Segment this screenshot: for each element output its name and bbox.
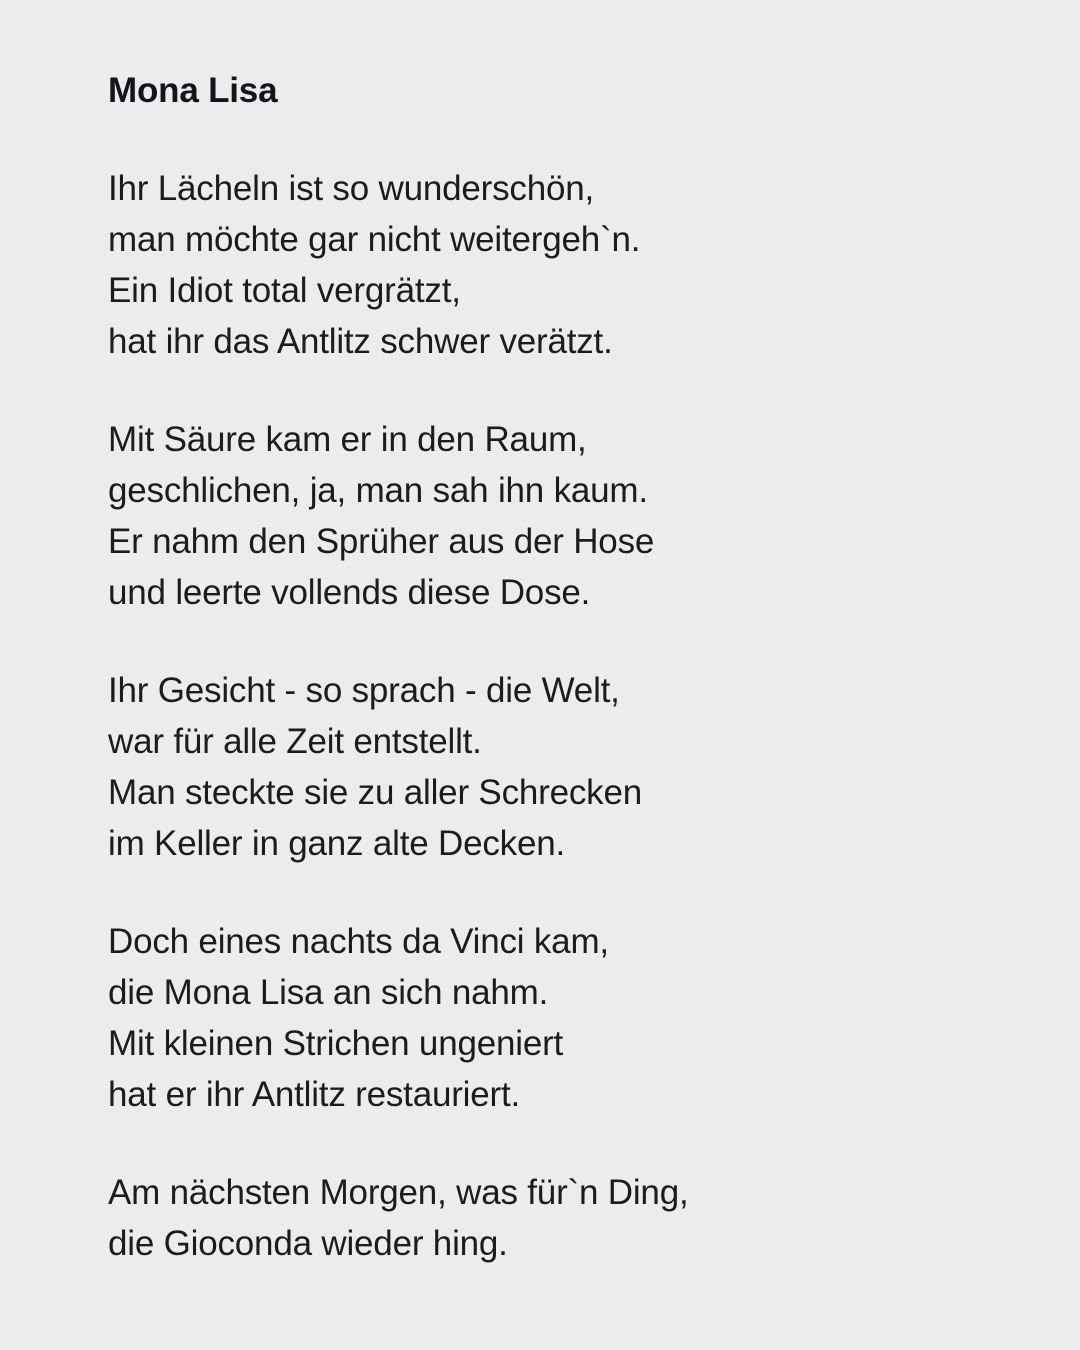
stanza-5 xyxy=(108,1167,990,1269)
poem-line: die Mona Lisa an sich nahm. xyxy=(108,973,549,1012)
poem-line: Ihr Lächeln ist so wunderschön, xyxy=(108,169,595,208)
poem-line: Er nahm den Sprüher aus der Hose xyxy=(108,522,655,561)
poem-line: Man steckte sie zu aller Schrecken xyxy=(108,773,642,812)
poem-line: Am nächsten Morgen, was für`n Ding, xyxy=(108,1173,689,1212)
poem-line: hat ihr das Antlitz schwer verätzt. xyxy=(108,322,613,361)
poem-line: Doch eines nachts da Vinci kam, xyxy=(108,922,609,961)
poem-line: Ihr Gesicht - so sprach - die Welt, xyxy=(108,671,620,710)
poem-line: war für alle Zeit entstellt. xyxy=(108,722,482,761)
poem-line: Mit kleinen Strichen ungeniert xyxy=(108,1024,564,1063)
stanza-4 xyxy=(108,916,990,1120)
poem-line: im Keller in ganz alte Decken. xyxy=(108,824,565,863)
poem-line: und leerte vollends diese Dose. xyxy=(108,573,591,612)
poem-line: die Gioconda wieder hing. xyxy=(108,1224,508,1263)
stanza-3 xyxy=(108,665,990,869)
poem-line: hat er ihr Antlitz restauriert. xyxy=(108,1075,521,1114)
stanza-1 xyxy=(108,163,990,367)
poem-line: man möchte gar nicht weitergeh`n. xyxy=(108,220,641,259)
stanza-2 xyxy=(108,414,990,618)
poem-line: geschlichen, ja, man sah ihn kaum. xyxy=(108,471,648,510)
page-title: Mona Lisa xyxy=(108,71,278,110)
poem-line: Ein Idiot total vergrätzt, xyxy=(108,271,461,310)
poem-line: Mit Säure kam er in den Raum, xyxy=(108,420,587,459)
